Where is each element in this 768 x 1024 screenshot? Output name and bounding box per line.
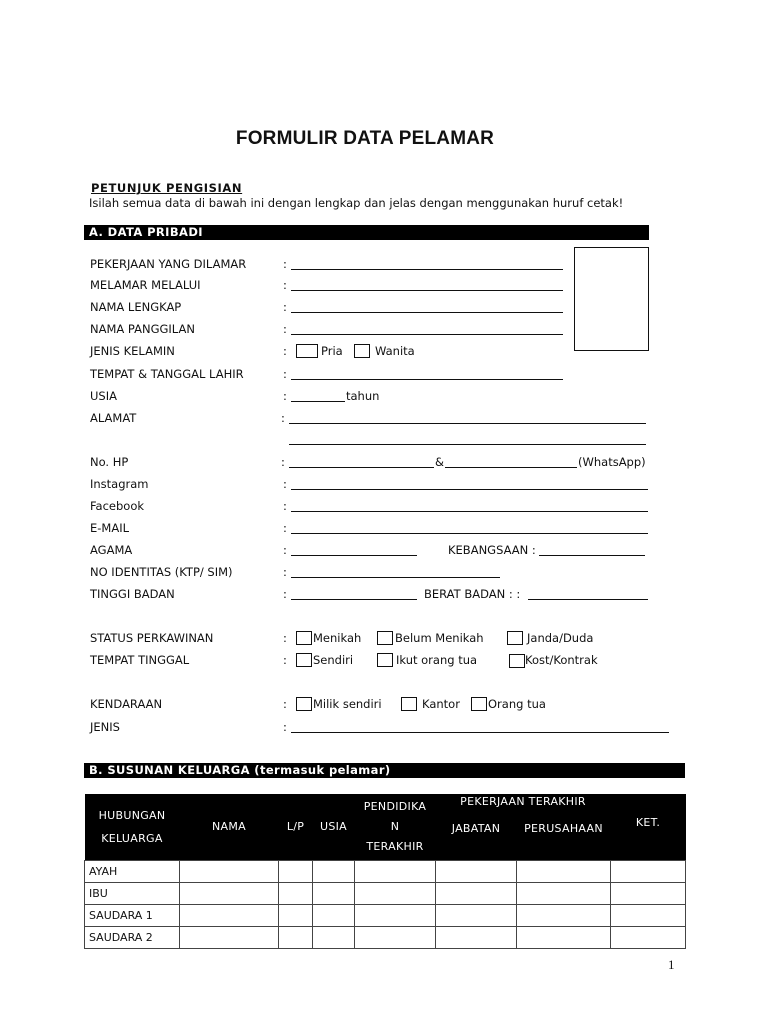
option-orang-tua: Orang tua xyxy=(488,697,546,711)
option-kost-kontrak: Kost/Kontrak xyxy=(525,653,598,667)
label-agama: AGAMA xyxy=(90,543,133,557)
berat-badan-line[interactable] xyxy=(528,599,648,600)
label-kebangsaan: KEBANGSAAN : xyxy=(448,543,536,557)
hp-whatsapp: (WhatsApp) xyxy=(578,455,646,469)
row-label: AYAH xyxy=(85,860,180,882)
label-jenis: JENIS xyxy=(90,720,120,734)
cell[interactable] xyxy=(517,860,611,882)
label-no-hp: No. HP xyxy=(90,455,129,469)
no-identitas-line[interactable] xyxy=(291,577,500,578)
label-tempat-tanggal: TEMPAT & TANGGAL LAHIR xyxy=(90,367,244,381)
instructions-text: Isilah semua data di bawah ini dengan lengkap dan jelas dengan menggunakan huruf cetak! xyxy=(89,196,624,210)
option-kantor: Kantor xyxy=(422,697,460,711)
tempat-tanggal-line[interactable] xyxy=(291,379,563,380)
pekerjaan-line[interactable] xyxy=(291,269,563,270)
label-usia: USIA xyxy=(90,389,117,403)
alamat-line-2[interactable] xyxy=(289,444,646,445)
header-pendidikan-line-2: N xyxy=(390,820,400,834)
checkbox-sendiri[interactable] xyxy=(296,653,312,667)
header-nama: NAMA xyxy=(180,794,279,860)
colon: : xyxy=(283,344,287,358)
checkbox-ikut-orang-tua[interactable] xyxy=(377,653,393,667)
label-alamat: ALAMAT xyxy=(90,411,137,425)
label-tinggi-badan: TINGGI BADAN xyxy=(90,587,175,601)
option-wanita: Wanita xyxy=(375,344,415,358)
nama-panggilan-line[interactable] xyxy=(291,334,563,335)
checkbox-milik-sendiri[interactable] xyxy=(296,697,312,711)
label-no-identitas: NO IDENTITAS (KTP/ SIM) xyxy=(90,565,233,579)
cell[interactable] xyxy=(313,860,355,882)
cell[interactable] xyxy=(279,926,313,948)
cell[interactable] xyxy=(611,926,686,948)
checkbox-kost-kontrak[interactable] xyxy=(509,654,525,668)
cell[interactable] xyxy=(180,904,279,926)
row-label: SAUDARA 2 xyxy=(85,926,180,948)
table-row xyxy=(85,882,686,904)
cell[interactable] xyxy=(355,904,436,926)
row-label: SAUDARA 1 xyxy=(85,904,180,926)
cell[interactable] xyxy=(180,882,279,904)
cell[interactable] xyxy=(436,860,517,882)
label-nama-panggilan: NAMA PANGGILAN xyxy=(90,322,195,336)
label-kendaraan: KENDARAAN xyxy=(90,697,163,711)
checkbox-janda-duda[interactable] xyxy=(507,631,523,645)
colon: : xyxy=(283,300,287,314)
checkbox-belum-menikah[interactable] xyxy=(377,631,393,645)
usia-suffix: tahun xyxy=(346,389,380,403)
label-email: E-MAIL xyxy=(90,521,130,535)
instructions-heading: PETUNJUK PENGISIAN xyxy=(91,181,243,195)
cell[interactable] xyxy=(279,904,313,926)
facebook-line[interactable] xyxy=(291,511,648,512)
colon: : xyxy=(283,257,287,271)
colon: : xyxy=(283,697,287,711)
option-pria: Pria xyxy=(321,344,343,358)
photo-box xyxy=(574,247,649,351)
option-sendiri: Sendiri xyxy=(313,653,354,667)
header-hubungan xyxy=(85,794,180,860)
header-jabatan: JABATAN xyxy=(451,822,501,835)
checkbox-kantor[interactable] xyxy=(401,697,417,711)
cell[interactable] xyxy=(611,860,686,882)
cell[interactable] xyxy=(517,926,611,948)
colon: : xyxy=(283,322,287,336)
label-nama-lengkap: NAMA LENGKAP xyxy=(90,300,182,314)
colon: : xyxy=(283,720,287,734)
header-pekerjaan-group xyxy=(436,794,611,860)
header-pendidikan-line-3: TERAKHIR xyxy=(366,840,424,854)
tinggi-badan-line[interactable] xyxy=(291,599,417,600)
label-melamar: MELAMAR MELALUI xyxy=(90,278,201,292)
label-jenis-kelamin: JENIS KELAMIN xyxy=(90,344,175,358)
cell[interactable] xyxy=(355,926,436,948)
cell[interactable] xyxy=(517,882,611,904)
kebangsaan-line[interactable] xyxy=(539,555,645,556)
label-pekerjaan: PEKERJAAN YANG DILAMAR xyxy=(90,257,247,271)
colon: : xyxy=(283,389,287,403)
email-line[interactable] xyxy=(291,533,648,534)
colon: : xyxy=(283,565,287,579)
nama-lengkap-line[interactable] xyxy=(291,312,563,313)
cell[interactable] xyxy=(279,882,313,904)
header-pendidikan-line-1: PENDIDIKA xyxy=(363,800,427,814)
colon: : xyxy=(281,411,285,425)
agama-line[interactable] xyxy=(291,555,417,556)
cell[interactable] xyxy=(611,904,686,926)
header-hubungan-line-1: HUBUNGAN xyxy=(98,808,166,822)
colon: : xyxy=(283,499,287,513)
checkbox-pria[interactable] xyxy=(296,344,318,358)
header-hubungan-line-2: KELUARGA xyxy=(101,831,163,845)
header-usia: USIA xyxy=(313,794,355,860)
cell[interactable] xyxy=(313,882,355,904)
table-row xyxy=(85,904,686,926)
section-b-header: B. SUSUNAN KELUARGA (termasuk pelamar) xyxy=(84,763,685,778)
instagram-line[interactable] xyxy=(291,489,648,490)
label-status-perkawinan: STATUS PERKAWINAN xyxy=(90,631,214,645)
checkbox-orang-tua[interactable] xyxy=(471,697,487,711)
colon: : xyxy=(283,367,287,381)
row-label: IBU xyxy=(85,882,180,904)
colon: : xyxy=(283,278,287,292)
header-perusahaan: PERUSAHAAN xyxy=(524,822,603,835)
label-instagram: Instagram xyxy=(90,477,149,491)
option-ikut-orang-tua: Ikut orang tua xyxy=(396,653,478,667)
cell[interactable] xyxy=(436,904,517,926)
label-facebook: Facebook xyxy=(90,499,145,513)
option-janda-duda: Janda/Duda xyxy=(527,631,594,645)
option-belum-menikah: Belum Menikah xyxy=(395,631,484,645)
colon: : xyxy=(283,631,287,645)
cell[interactable] xyxy=(180,926,279,948)
cell[interactable] xyxy=(313,926,355,948)
header-lp: L/P xyxy=(279,794,313,860)
label-berat-badan: BERAT BADAN : : xyxy=(424,587,521,601)
colon: : xyxy=(283,543,287,557)
family-table xyxy=(84,794,686,949)
cell[interactable] xyxy=(355,860,436,882)
cell[interactable] xyxy=(355,882,436,904)
usia-line[interactable] xyxy=(291,401,345,402)
cell[interactable] xyxy=(279,860,313,882)
alamat-line-1[interactable] xyxy=(289,423,646,424)
checkbox-menikah[interactable] xyxy=(296,631,312,645)
cell[interactable] xyxy=(611,882,686,904)
cell[interactable] xyxy=(436,882,517,904)
hp-ampersand: & xyxy=(435,455,444,469)
table-row xyxy=(85,860,686,882)
cell[interactable] xyxy=(517,904,611,926)
header-pekerjaan: PEKERJAAN TERAKHIR xyxy=(460,795,586,808)
page-number: 1 xyxy=(668,957,675,972)
colon: : xyxy=(281,455,285,469)
label-tempat-tinggal: TEMPAT TINGGAL xyxy=(90,653,190,667)
jenis-line[interactable] xyxy=(291,732,669,733)
colon: : xyxy=(283,587,287,601)
cell[interactable] xyxy=(436,926,517,948)
cell[interactable] xyxy=(180,860,279,882)
melamar-line[interactable] xyxy=(291,290,563,291)
table-row xyxy=(85,926,686,948)
colon: : xyxy=(283,653,287,667)
colon: : xyxy=(283,477,287,491)
checkbox-wanita[interactable] xyxy=(354,344,370,358)
section-a-header: A. DATA PRIBADI xyxy=(84,225,649,240)
hp-line-1[interactable] xyxy=(289,467,434,468)
option-menikah: Menikah xyxy=(313,631,362,645)
header-ket: KET. xyxy=(611,794,686,860)
option-milik-sendiri: Milik sendiri xyxy=(313,697,382,711)
header-pendidikan xyxy=(355,794,436,860)
hp-line-2[interactable] xyxy=(445,467,577,468)
form-title: FORMULIR DATA PELAMAR xyxy=(235,128,495,149)
cell[interactable] xyxy=(313,904,355,926)
colon: : xyxy=(283,521,287,535)
